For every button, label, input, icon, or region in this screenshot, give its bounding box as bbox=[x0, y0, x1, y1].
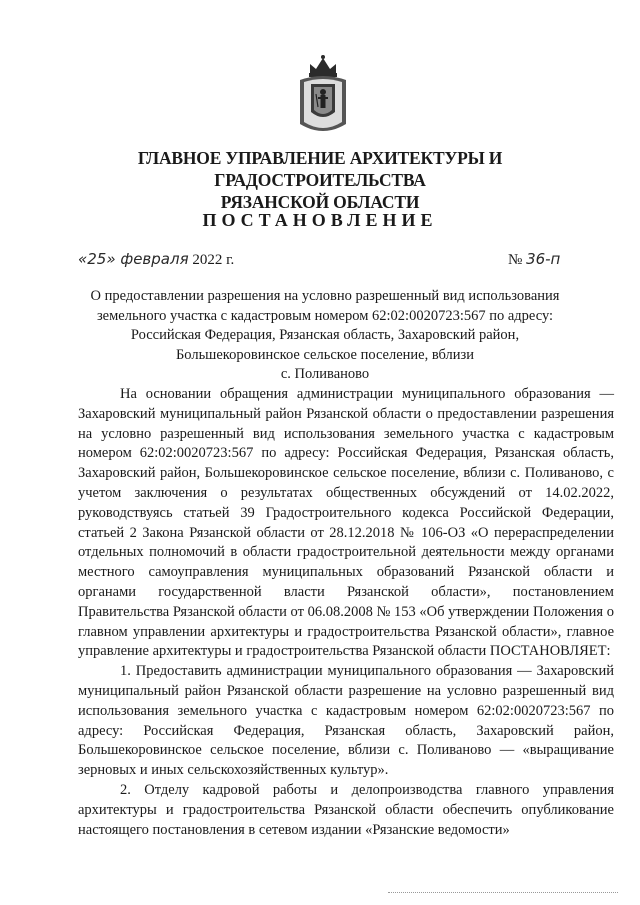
organization-name-line2: РЯЗАНСКОЙ ОБЛАСТИ bbox=[220, 192, 420, 212]
document-number bbox=[508, 250, 560, 269]
handwritten-date: «25» февраля bbox=[78, 250, 189, 268]
document-body bbox=[78, 385, 614, 840]
subject-line: с. Поливаново bbox=[280, 366, 370, 382]
subject-line: Большекоровинское сельское поселение, вблизи bbox=[175, 346, 475, 363]
subject-line: земельного участка с кадастровым номером 62:02:0020723:567 по адресу: bbox=[96, 307, 554, 324]
footer-divider bbox=[388, 892, 618, 893]
number-label: № bbox=[508, 252, 523, 268]
handwritten-number: 36-п bbox=[526, 250, 561, 268]
date-year: 2022 г. bbox=[192, 252, 235, 268]
subject-line: Российская Федерация, Рязанская область, Захаровский район, bbox=[130, 327, 520, 343]
document-type: ПОСТАНОВЛЕНИЕ bbox=[202, 210, 438, 230]
item-2-paragraph: 2. Отделу кадровой работы и делопроизводства главного управления архитектуры и градостроительства Рязанской области обеспечить опубликование настоящего постановления в сетевом издании «Рязанские ведомости» bbox=[78, 781, 614, 838]
item-1-paragraph: 1. Предоставить администрации муниципального образования — Захаровский муниципальный район Рязанской области разрешение на условно разрешенный вид использования земельного участка с кадастровым номером 62:02:0020723:567 по адресу: Российская Федерация, Рязанская область, Захаровский район, Большекоровинское сельское поселение, вблизи с. Поливаново — «выращивание зерновых и иных сельскохозяйственных культур». bbox=[78, 663, 614, 779]
subject-line: О предоставлении разрешения на условно разрешенный вид использования bbox=[90, 288, 560, 304]
organization-name-line1: ГЛАВНОЕ УПРАВЛЕНИЕ АРХИТЕКТУРЫ И ГРАДОСТРОИТЕЛЬСТВА bbox=[137, 148, 503, 190]
organization-name bbox=[40, 147, 600, 213]
preamble-paragraph: На основании обращения администрации муниципального образования — Захаровский муниципальный район Рязанской области о предоставлении разрешения на условно разрешенный вид использования земельного участка с кадастровым номером 62:02:0020723:567 по адресу: Российская Федерация, Рязанская область, Захаровский район, Большекоровинское сельское поселение, вблизи с. Поливаново, с учетом заключения о результатах общественных обсуждений от 14.02.2022, руководствуясь статьей 39 Градостроительного кодекса Российской Федерации, статьей 2 Закона Рязанской области от 28.12.2018 № 106-ОЗ «О перераспределении отдельных полномочий в области градостроительной деятельности между органами местного самоуправления муниципальных образований Рязанской области и органами государственной власти Рязанской области», постановлением Правительства Рязанской области от 06.08.2008 № 153 «Об утверждении Положения о главном управлении архитектуры и градостроительства Рязанской области», главное управление архитектуры и градостроительства Рязанской области ПОСТАНОВЛЯЕТ: bbox=[78, 386, 614, 660]
ryazan-coat-of-arms-icon bbox=[296, 54, 350, 138]
document-date bbox=[78, 250, 234, 269]
document-subject bbox=[60, 287, 590, 385]
